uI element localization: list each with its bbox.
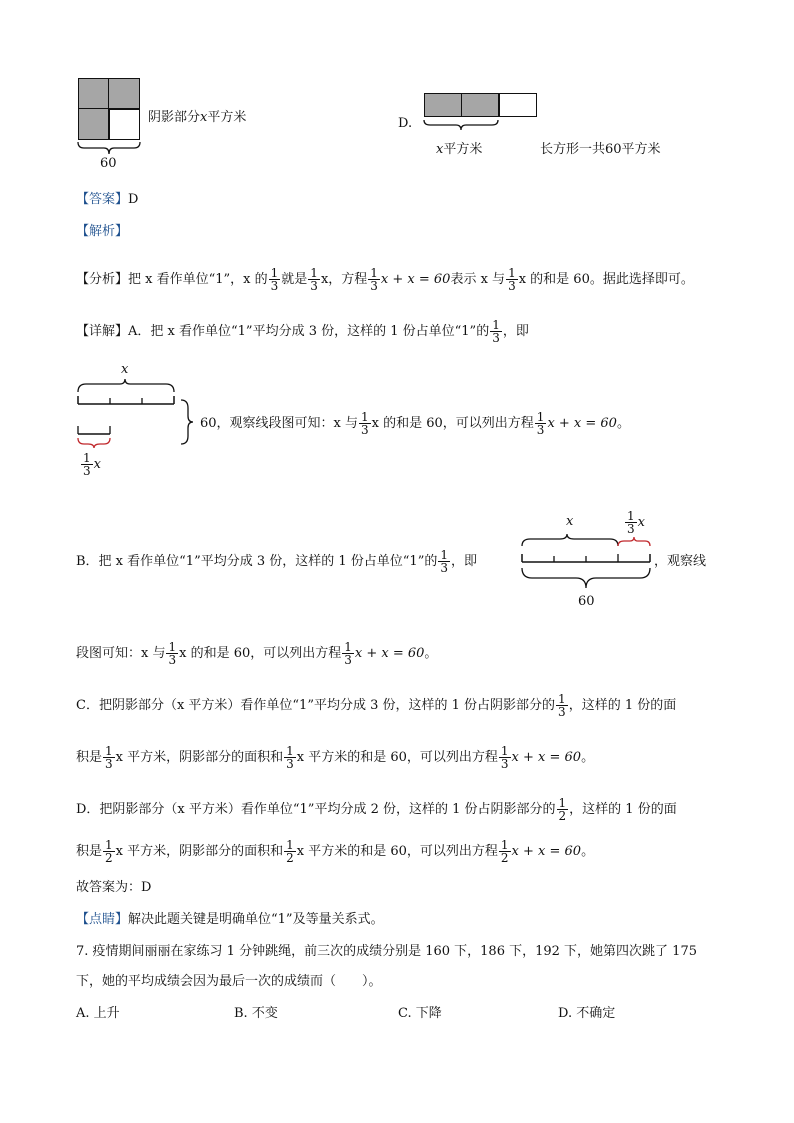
fraction: $\frac{1}{3}$ — [105, 744, 113, 771]
analysis-line — [76, 220, 128, 244]
diagram-b-segments — [518, 534, 658, 596]
option-b-choice[interactable]: B. 不变 — [234, 1006, 278, 1021]
fraction: $\frac{1}{3}$ — [508, 266, 516, 293]
fraction: $\frac{1}{3}$ — [492, 318, 500, 345]
brace-value-c: 60 — [100, 156, 117, 171]
fraction: $\frac{1}{3}$ — [536, 410, 545, 437]
fraction: $\frac{1}{2}$ — [105, 838, 113, 865]
option-c-line2: 积是 $\frac{1}{3}$ x 平方米，阴影部分的面积和 $\frac{1}{3}$ x 平方米的和是 60，可以列出方程 $\frac{1}{3}$ x + x = 60。 — [76, 744, 595, 771]
brace-bottom-d — [422, 118, 502, 132]
option-b-line1: B．把 x 看作单位“1”平均分成 3 份，这样的 1 份占单位“1”的 $\frac{1}{3}$ ，即 — [76, 548, 478, 575]
diagram-b-top-var: x — [566, 514, 574, 529]
grid-cell-br — [108, 108, 140, 140]
answer-tag: 【答案】 — [76, 192, 129, 207]
option-c-line1: C．把阴影部分（x 平方米）看作单位“1”平均分成 3 份，这样的 1 份占阴影部分的 $\frac{1}{3}$ ，这样的 1 份的面 — [76, 692, 677, 719]
rect-cell-1 — [424, 93, 463, 117]
fenxi-tag: 【分析】 — [76, 272, 129, 287]
rect-cell-3 — [498, 93, 537, 117]
option-d-choice[interactable]: D. 不确定 — [558, 1006, 616, 1021]
question7-options — [76, 1002, 696, 1026]
grid-cell-tl — [78, 78, 110, 110]
dianjing-line: 【点睛】解决此题关键是明确单位“1”及等量关系式。 — [76, 912, 384, 927]
option-d-line2: 积是 $\frac{1}{2}$ x 平方米，阴影部分的面积和 $\frac{1}{2}$ x 平方米的和是 60，可以列出方程 $\frac{1}{2}$ x + x = 60。 — [76, 838, 595, 865]
fraction: $\frac{1}{3}$ — [361, 410, 369, 437]
diagram-b-frac-label: $\frac{1}{3}$ x — [627, 509, 645, 536]
rect-cell-2 — [461, 93, 500, 117]
grid-cell-tr — [108, 78, 140, 110]
answer-line — [76, 188, 138, 212]
fraction: $\frac{1}{3}$ — [270, 266, 279, 293]
fraction: $\frac{1}{2}$ — [500, 838, 509, 865]
diagram-a-segments — [74, 378, 194, 448]
fenxi-line: 【分析】把 x 看作单位“1”，x 的 $\frac{1}{3}$ 就是 $\frac{1}{3}$ x，方程 $\frac{1}{3}$ x + x = 60表示 x 与 $\frac{1}{3}$ x 的和是 60。据此选择即可。 — [76, 266, 694, 293]
option-b-line1-end: ，观察线 — [654, 554, 707, 569]
diagram-a-small-label: $\frac{1}{3}$ x — [83, 451, 101, 478]
diagram-a-right-brace — [178, 398, 194, 446]
analysis-tag: 【解析】 — [76, 224, 129, 239]
xiangjie-a-line: 【详解】A．把 x 看作单位“1”平均分成 3 份，这样的 1 份占单位“1”的 $\frac{1}{3}$ ，即 — [76, 318, 529, 345]
diagram-a-top-var: x — [121, 362, 129, 377]
xiangjie-tag: 【详解】 — [76, 324, 129, 339]
question7-line2: 下，她的平均成绩会因为最后一次的成绩而（ ）。 — [76, 974, 382, 989]
grid-cell-bl — [78, 108, 110, 140]
option-b-line2: 段图可知：x 与 $\frac{1}{3}$ x 的和是 60，可以列出方程 $\frac{1}{3}$ x + x = 60。 — [76, 640, 438, 667]
fraction: $\frac{1}{3}$ — [168, 640, 177, 667]
figure-d-letter: D. — [398, 116, 413, 131]
fraction: $\frac{1}{3}$ — [440, 548, 448, 575]
conclusion: 故答案为：D — [76, 880, 152, 895]
answer-value: D — [128, 192, 139, 207]
fraction: $\frac{1}{3}$ — [286, 744, 294, 771]
option-c-choice[interactable]: C. 下降 — [398, 1006, 442, 1021]
fraction: $\frac{1}{3}$ — [558, 692, 566, 719]
diagram-b-bottom-value: 60 — [578, 594, 595, 609]
fraction: $\frac{1}{3}$ — [500, 744, 509, 771]
figure-d-caption: x平方米 — [436, 142, 483, 157]
figure-c-caption: 阴影部分x平方米 — [148, 110, 247, 125]
fraction: $\frac{1}{2}$ — [558, 796, 567, 823]
brace-bottom-c — [76, 140, 142, 156]
option-a-choice[interactable]: A. 上升 — [76, 1006, 120, 1021]
fraction: $\frac{1}{3}$ — [370, 266, 378, 293]
figure-d-total: 长方形一共60平方米 — [540, 142, 661, 157]
diagram-a-text: 60，观察线段图可知：x 与 $\frac{1}{3}$ x 的和是 60，可以列出方程 $\frac{1}{3}$ x + x = 60。 — [200, 410, 630, 437]
fraction: $\frac{1}{3}$ — [344, 640, 352, 667]
fraction: $\frac{1}{3}$ — [310, 266, 318, 293]
option-d-line1: D．把阴影部分（x 平方米）看作单位“1”平均分成 2 份，这样的 1 份占阴影部分的 $\frac{1}{2}$ ，这样的 1 份的面 — [76, 796, 677, 823]
fraction: $\frac{1}{2}$ — [286, 838, 294, 865]
question7-line1: 7. 疫情期间丽丽在家练习 1 分钟跳绳，前三次的成绩分别是 160 下，186 下，192 下，她第四次跳了 175 — [76, 944, 697, 959]
dianjing-tag: 【点睛】 — [76, 912, 129, 927]
